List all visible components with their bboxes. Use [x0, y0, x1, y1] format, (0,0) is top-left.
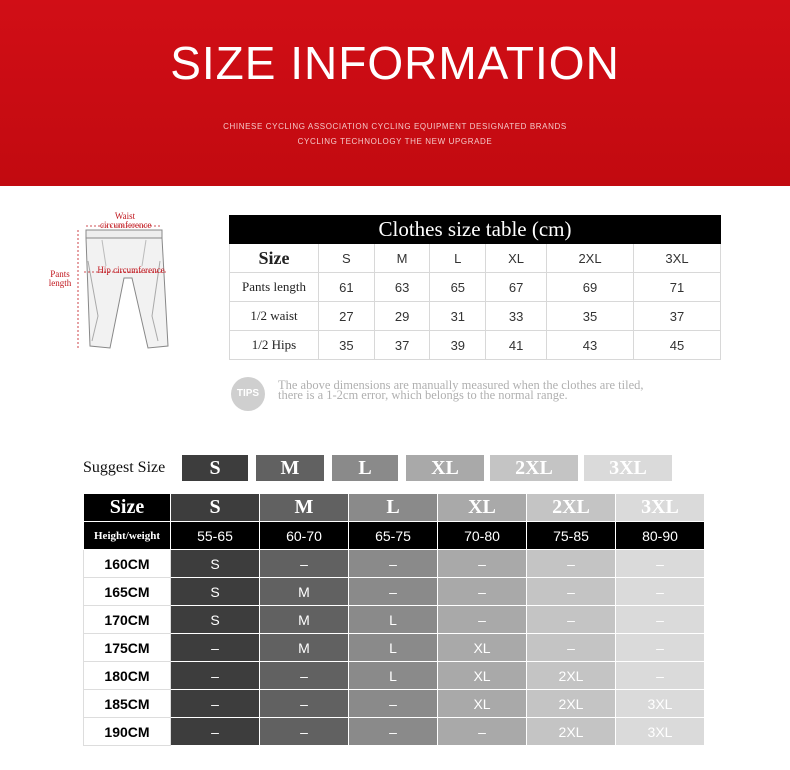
clothes-table-header-row	[230, 244, 721, 273]
grid-size-col: S	[171, 494, 260, 522]
header-subtitle-2: CYCLING TECHNOLOGY THE NEW UPGRADE	[297, 137, 493, 146]
row-label: 1/2 waist	[230, 302, 319, 331]
grid-size-col: 3XL	[616, 494, 705, 522]
suggest-chip-l: L	[332, 455, 398, 481]
grid-cell: 3XL	[616, 718, 705, 746]
grid-size-col: L	[349, 494, 438, 522]
suggest-chip-xl: XL	[406, 455, 484, 481]
size-recommendation-grid	[83, 493, 705, 746]
grid-height-cell: 165CM	[84, 578, 171, 606]
grid-weight-cell: 70-80	[438, 522, 527, 550]
grid-weight-row	[84, 522, 705, 550]
tips-text: The above dimensions are manually measured when the clothes are tiled, there is a 1-2cm error, which belongs to the normal range.	[278, 378, 644, 402]
clothes-size-col: 3XL	[634, 244, 721, 273]
grid-weight-cell: 55-65	[171, 522, 260, 550]
suggest-chip-2xl: 2XL	[490, 455, 578, 481]
grid-cell: S	[171, 578, 260, 606]
table-cell: 37	[374, 331, 430, 360]
grid-cell: –	[616, 578, 705, 606]
grid-cell: S	[171, 550, 260, 578]
grid-cell: –	[260, 662, 349, 690]
grid-cell: –	[260, 718, 349, 746]
grid-cell: XL	[438, 662, 527, 690]
grid-height-cell: 175CM	[84, 634, 171, 662]
grid-cell: –	[527, 606, 616, 634]
table-cell: 31	[430, 302, 486, 331]
grid-height-cell: 180CM	[84, 662, 171, 690]
table-cell: 41	[486, 331, 547, 360]
suggest-size-label: Suggest Size	[83, 459, 166, 476]
grid-weight-cell: 65-75	[349, 522, 438, 550]
table-cell: 35	[547, 302, 634, 331]
grid-weight-cell: 75-85	[527, 522, 616, 550]
grid-cell: –	[527, 550, 616, 578]
grid-weight-cell: 60-70	[260, 522, 349, 550]
table-row	[84, 662, 705, 690]
clothes-size-col: XL	[486, 244, 547, 273]
table-row	[84, 718, 705, 746]
grid-cell: –	[349, 718, 438, 746]
clothes-table-size-header: Size	[230, 244, 319, 273]
grid-cell: –	[616, 550, 705, 578]
grid-weight-cell: 80-90	[616, 522, 705, 550]
pants-diagram	[40, 206, 220, 366]
grid-cell: M	[260, 634, 349, 662]
grid-cell: –	[171, 662, 260, 690]
clothes-size-col: 2XL	[547, 244, 634, 273]
clothes-size-col: S	[319, 244, 375, 273]
grid-size-header-row	[84, 494, 705, 522]
grid-cell: S	[171, 606, 260, 634]
table-cell: 37	[634, 302, 721, 331]
table-cell: 39	[430, 331, 486, 360]
grid-cell: –	[438, 718, 527, 746]
grid-cell: 3XL	[616, 690, 705, 718]
page-title: SIZE INFORMATION	[170, 37, 620, 89]
table-cell: 63	[374, 273, 430, 302]
tips-badge-icon: TIPS	[231, 377, 265, 411]
suggest-chip-3xl: 3XL	[584, 455, 672, 481]
grid-cell: XL	[438, 690, 527, 718]
grid-cell: –	[349, 550, 438, 578]
grid-height-cell: 160CM	[84, 550, 171, 578]
grid-cell: 2XL	[527, 662, 616, 690]
grid-cell: M	[260, 578, 349, 606]
grid-cell: –	[171, 634, 260, 662]
grid-cell: –	[616, 662, 705, 690]
grid-cell: –	[438, 550, 527, 578]
clothes-table-row	[230, 273, 721, 302]
grid-cell: –	[438, 606, 527, 634]
grid-cell: –	[260, 690, 349, 718]
grid-cell: L	[349, 606, 438, 634]
header-banner	[0, 0, 790, 186]
grid-height-weight-header: Height/weight	[84, 522, 171, 550]
table-cell: 69	[547, 273, 634, 302]
table-row	[84, 578, 705, 606]
table-cell: 29	[374, 302, 430, 331]
table-cell: 33	[486, 302, 547, 331]
grid-cell: XL	[438, 634, 527, 662]
suggest-chip-m: M	[256, 455, 324, 481]
clothes-size-table	[229, 215, 721, 360]
clothes-size-col: M	[374, 244, 430, 273]
tips-note	[231, 377, 721, 413]
suggest-chip-s: S	[182, 455, 248, 481]
waist-label: Waist circumference	[100, 211, 152, 230]
table-row	[84, 690, 705, 718]
grid-size-col: XL	[438, 494, 527, 522]
grid-cell: –	[616, 606, 705, 634]
grid-height-cell: 185CM	[84, 690, 171, 718]
row-label: 1/2 Hips	[230, 331, 319, 360]
grid-cell: –	[438, 578, 527, 606]
header-subtitle-1: CHINESE CYCLING ASSOCIATION CYCLING EQUIPMENT DESIGNATED BRANDS	[223, 122, 567, 131]
table-row	[84, 634, 705, 662]
grid-cell: –	[260, 550, 349, 578]
table-cell: 71	[634, 273, 721, 302]
table-cell: 67	[486, 273, 547, 302]
grid-cell: –	[349, 578, 438, 606]
grid-height-cell: 170CM	[84, 606, 171, 634]
table-cell: 61	[319, 273, 375, 302]
pants-length-label: Pants length	[48, 269, 72, 288]
table-row	[84, 550, 705, 578]
clothes-size-col: L	[430, 244, 486, 273]
table-cell: 45	[634, 331, 721, 360]
hip-label: Hip circumference	[97, 265, 165, 275]
grid-cell: –	[527, 578, 616, 606]
clothes-table-row	[230, 302, 721, 331]
table-cell: 27	[319, 302, 375, 331]
table-cell: 65	[430, 273, 486, 302]
grid-height-cell: 190CM	[84, 718, 171, 746]
grid-size-col: 2XL	[527, 494, 616, 522]
grid-cell: M	[260, 606, 349, 634]
table-row	[84, 606, 705, 634]
clothes-table-caption: Clothes size table (cm)	[230, 216, 721, 244]
grid-cell: 2XL	[527, 718, 616, 746]
table-cell: 35	[319, 331, 375, 360]
clothes-table-row	[230, 331, 721, 360]
grid-size-col: M	[260, 494, 349, 522]
grid-cell: –	[349, 690, 438, 718]
table-cell: 43	[547, 331, 634, 360]
grid-cell: L	[349, 662, 438, 690]
grid-cell: L	[349, 634, 438, 662]
grid-cell: –	[171, 690, 260, 718]
grid-cell: 2XL	[527, 690, 616, 718]
grid-cell: –	[527, 634, 616, 662]
grid-cell: –	[616, 634, 705, 662]
row-label: Pants length	[230, 273, 319, 302]
grid-cell: –	[171, 718, 260, 746]
grid-size-header: Size	[84, 494, 171, 522]
